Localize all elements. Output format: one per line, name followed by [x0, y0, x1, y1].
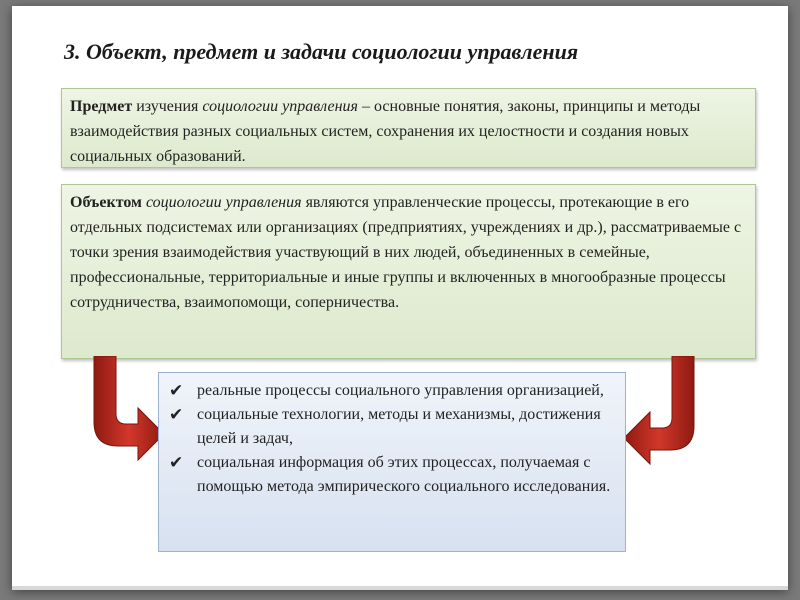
- left-curved-arrow-icon: [76, 356, 166, 461]
- right-curved-arrow-icon: [622, 356, 712, 466]
- list-item-text: социальные технологии, методы и механизмы, достижения целей и задач,: [197, 406, 601, 447]
- checkmark-icon: ✔: [169, 381, 184, 401]
- tasks-list: [159, 379, 625, 499]
- slide-title: 3. Объект, предмет и задачи социологии управления: [64, 39, 579, 64]
- object-italic-term: социологии управления: [145, 194, 302, 211]
- subject-definition-box: [61, 88, 756, 168]
- list-item-text: реальные процессы социального управления организацией,: [197, 382, 604, 399]
- subject-italic-term: социологии управления: [202, 98, 358, 115]
- list-item: [159, 379, 625, 403]
- list-item: [159, 451, 625, 499]
- slide: [12, 6, 788, 590]
- object-definition-text: являются управленческие процессы, протекающие в его отдельных подсистемах или организациях (предприятиях, учреждениях и др.), рассматриваемые с точки зрения взаимодействия участвующий в них людей, объединенных в семейные, профессиональные, территориальные и иные группы и включенных в многообразные процессы сотрудничества, взаимопомощи, соперничества.: [70, 194, 742, 311]
- checkmark-icon: ✔: [169, 453, 184, 473]
- object-term: Объектом: [70, 194, 142, 211]
- subject-term: Предмет: [70, 98, 133, 115]
- subject-definition-text: – основные понятия, законы, принципы и методы взаимодействия разных социальных систем, сохранения их целостности и создания новых социальных образований.: [70, 98, 701, 165]
- subject-mid-text: изучения: [132, 98, 203, 115]
- list-item-text: социальная информация об этих процессах, получаемая с помощью метода эмпирического социального исследования.: [197, 454, 611, 495]
- tasks-list-box: [158, 372, 626, 552]
- list-item: [159, 403, 625, 451]
- checkmark-icon: ✔: [169, 405, 184, 425]
- object-definition-box: [61, 184, 756, 359]
